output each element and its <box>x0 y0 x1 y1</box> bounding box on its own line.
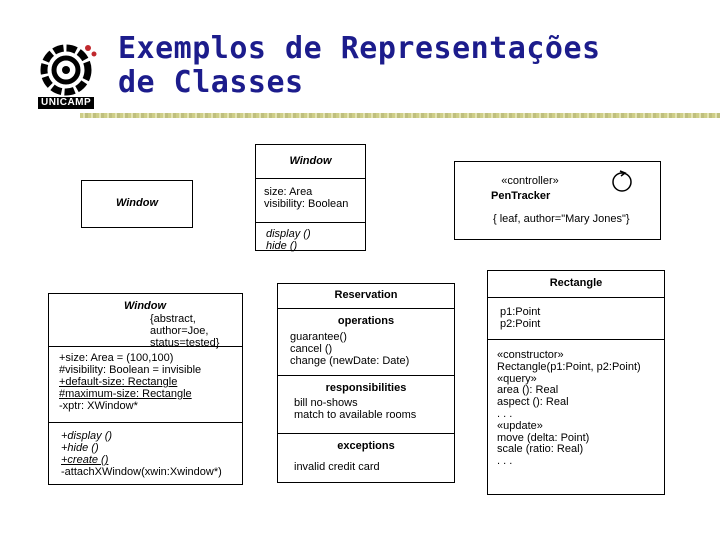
ellipsis: . . . <box>497 407 513 420</box>
stereotype: «update» <box>497 419 543 432</box>
name-section <box>49 294 242 349</box>
attributes-section <box>488 297 664 339</box>
properties <box>150 313 219 349</box>
class-name: Window <box>289 155 332 167</box>
class-name: Window <box>124 300 167 312</box>
operation: guarantee() <box>290 331 347 343</box>
stereotype: «constructor» <box>497 349 564 361</box>
operation: aspect (): Real <box>497 396 569 409</box>
operation: hide () <box>266 240 298 252</box>
attribute: -xptr: XWindow* <box>59 400 138 412</box>
attribute: #visibility: Boolean = invisible <box>59 364 202 376</box>
operation: +hide () <box>61 442 99 454</box>
operation: Rectangle(p1:Point, p2:Point) <box>497 360 641 373</box>
responsibility: bill no-shows <box>294 397 358 409</box>
control-circle-icon <box>609 168 635 194</box>
operations-header: operations <box>337 315 395 327</box>
exceptions-list <box>278 461 454 473</box>
operations-section <box>256 222 365 252</box>
attributes-section <box>49 346 242 422</box>
exceptions-section <box>278 433 454 473</box>
class-name: Reservation <box>334 289 398 301</box>
attribute: p2:Point <box>500 318 541 330</box>
window-mid-class <box>255 144 366 251</box>
title-rule <box>80 113 720 118</box>
operation: display () <box>266 228 311 240</box>
stereotype: «query» <box>497 372 537 385</box>
slide-title <box>118 32 601 100</box>
responsibilities-header: responsibilities <box>325 382 407 394</box>
responsibilities-list <box>278 397 454 421</box>
title-line-1: Exemplos de Representações <box>118 31 601 66</box>
class-name: Rectangle <box>549 277 603 289</box>
operations-section <box>49 422 242 478</box>
operation: area (): Real <box>497 384 559 397</box>
window-simple-class <box>81 180 193 228</box>
logo-text: UNICAMP <box>38 97 94 109</box>
operation: move (delta: Point) <box>497 431 590 444</box>
ellipsis: . . . <box>497 455 513 468</box>
operations-section <box>488 339 664 468</box>
attribute: visibility: Boolean <box>264 198 349 210</box>
operation: +create () <box>61 454 109 466</box>
attribute: +size: Area = (100,100) <box>59 352 174 364</box>
title-line-2: de Classes <box>118 65 304 100</box>
rectangle-class <box>487 270 665 495</box>
attribute: +default-size: Rectangle <box>59 376 178 388</box>
reservation-class <box>277 283 455 483</box>
exception: invalid credit card <box>294 461 380 473</box>
operation: scale (ratio: Real) <box>497 443 584 456</box>
class-name: Window <box>115 197 159 209</box>
attributes-section <box>256 178 365 222</box>
property: status=tested} <box>150 337 220 349</box>
property: {abstract, <box>150 313 196 325</box>
attribute: p1:Point <box>500 306 541 318</box>
operation: cancel () <box>290 343 333 355</box>
window-full-class <box>48 293 243 485</box>
property: author=Joe, <box>150 325 209 337</box>
constraint: { leaf, author="Mary Jones"} <box>493 213 630 225</box>
unicamp-logo-icon <box>30 40 102 100</box>
operation: -attachXWindow(xwin:Xwindow*) <box>61 466 222 478</box>
responsibilities-section <box>278 375 454 433</box>
operations-section <box>278 308 454 375</box>
operation: change (newDate: Date) <box>290 355 410 367</box>
operations-list <box>278 331 454 367</box>
responsibility: match to available rooms <box>294 409 417 421</box>
exceptions-header: exceptions <box>337 440 395 452</box>
class-name: PenTracker <box>491 190 551 202</box>
operation: +display () <box>61 430 113 442</box>
stereotype: «controller» <box>501 175 559 187</box>
attribute: size: Area <box>264 186 313 198</box>
pen-tracker-class <box>454 161 661 240</box>
attribute: #maximum-size: Rectangle <box>59 388 192 400</box>
